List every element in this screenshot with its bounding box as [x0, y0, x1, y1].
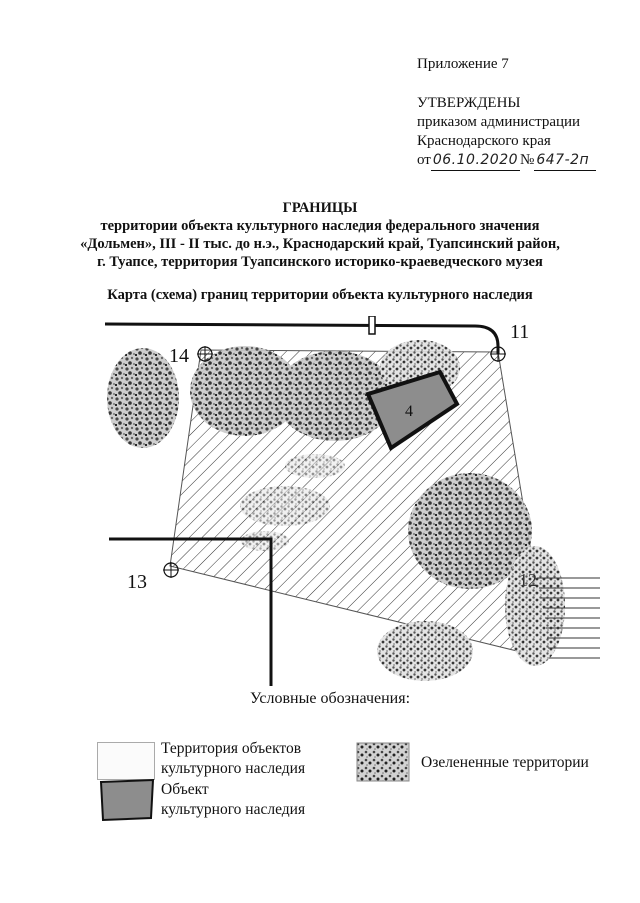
approval-stamp: [417, 94, 596, 171]
document-title: ГРАНИЦЫ: [282, 200, 358, 216]
point-13-label: 13: [127, 571, 147, 593]
point-12-label: 12: [519, 570, 537, 590]
map-caption: Карта (схема) границ территории объекта культурного наследия: [107, 287, 533, 303]
top-boundary-marker: [369, 316, 375, 334]
document-subtitle-line2: «Дольмен», III - II тыс. до н.э., Краснодарский край, Туапсинский район,: [80, 236, 560, 252]
order-prefix: от: [417, 152, 431, 168]
order-number-sign: №: [520, 152, 535, 168]
order-number: 647-2п: [534, 151, 596, 171]
approved-title: УТВЕРЖДЕНЫ: [417, 95, 521, 111]
legend-territory-label: [161, 739, 305, 779]
document-subtitle-line3: г. Туапсе, территория Туапсинского историко-краеведческого музея: [97, 254, 543, 270]
legend-green-label: Озелененные территории: [421, 754, 589, 771]
point-11-label: 11: [510, 321, 530, 343]
legend-territory-line1: Территория объектов: [161, 740, 302, 757]
appendix-number: Приложение 7: [417, 56, 509, 72]
boundary-map: [105, 316, 600, 686]
legend-object-label: [161, 780, 305, 820]
legend-object-swatch: [97, 778, 157, 822]
legend-territory-swatch: [97, 742, 155, 780]
order-date: 06.10.2020: [431, 151, 520, 171]
order-line: [417, 151, 596, 171]
point-14-label: 14: [169, 345, 189, 367]
heritage-object-label: 4: [405, 403, 413, 420]
approved-by-line1: приказом администрации: [417, 114, 581, 130]
legend-territory-line2: культурного наследия: [161, 760, 306, 777]
legend-title: Условные обозначения:: [250, 690, 411, 707]
approved-by-line2: Краснодарского края: [417, 133, 551, 149]
legend-object-line1: Объект: [161, 781, 209, 798]
legend-green-swatch: [356, 742, 410, 782]
document-subtitle-line1: территории объекта культурного наследия федерального значения: [100, 218, 540, 234]
legend-object-line2: культурного наследия: [161, 801, 306, 818]
